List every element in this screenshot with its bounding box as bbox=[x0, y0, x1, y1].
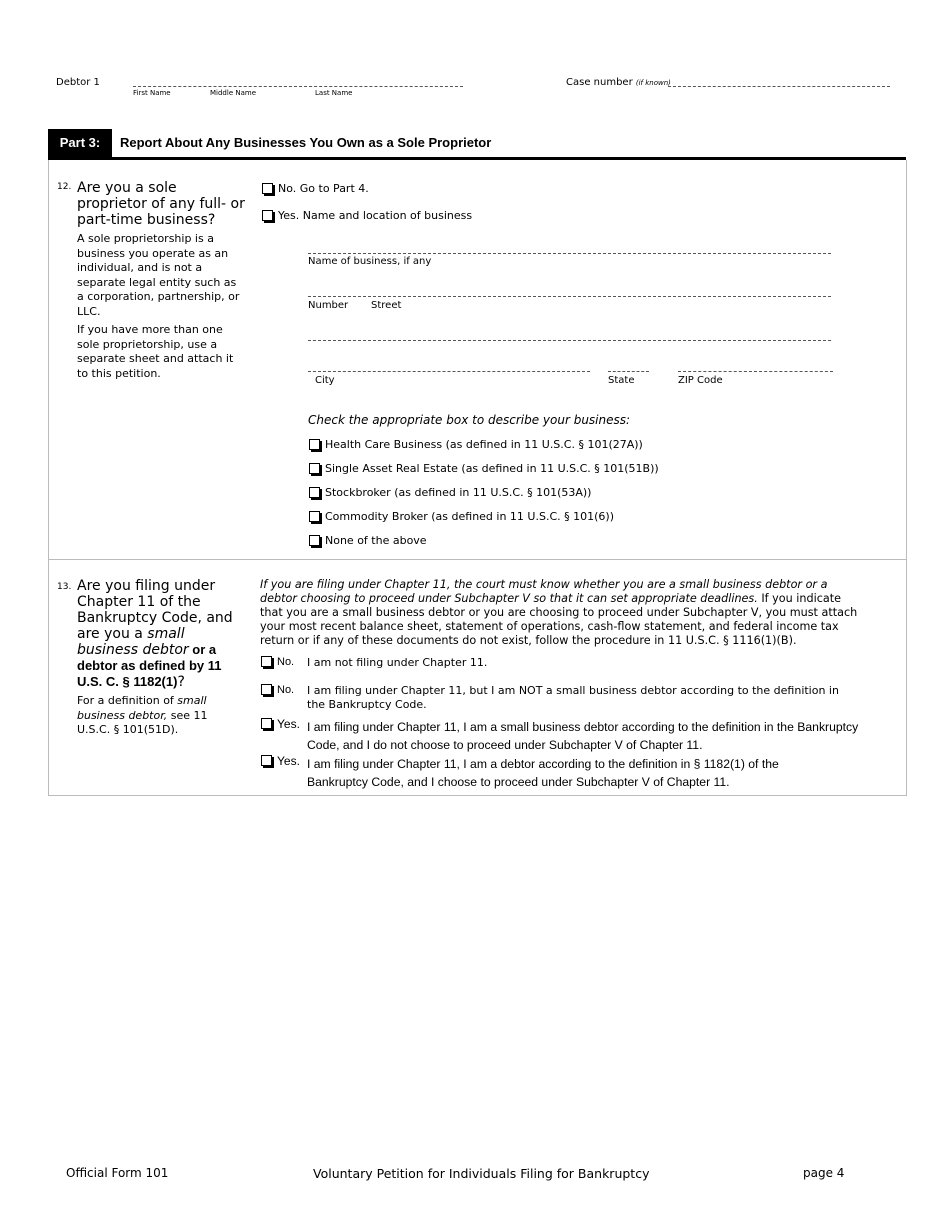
q13-option-3-text: I am filing under Chapter 11, I am a small business debtor according to the definition in the Bankruptcy Code, and I do not choose to proceed under Subchapter V of Chapter 11. bbox=[307, 720, 859, 752]
number-label: Number bbox=[308, 300, 349, 311]
first-name-label: First Name bbox=[133, 89, 171, 97]
q12-help-2: If you have more than one sole proprietorship, use a separate sheet and attach it to this petition. bbox=[77, 323, 234, 380]
checkbox-icon[interactable] bbox=[262, 210, 273, 221]
checkbox-icon[interactable] bbox=[261, 718, 272, 729]
checkbox-icon[interactable] bbox=[261, 656, 272, 667]
checkbox-icon[interactable] bbox=[262, 183, 273, 194]
business-name-label: Name of business, if any bbox=[308, 256, 432, 267]
checkbox-icon[interactable] bbox=[309, 511, 320, 522]
business-type-prompt: Check the appropriate box to describe your business: bbox=[308, 413, 631, 427]
q13-option-4-text: I am filing under Chapter 11, I am a debtor according to the definition in § 1182(1) of the Bankruptcy Code, and I choose to proceed under Subchapter V of Chapter 11. bbox=[307, 757, 779, 789]
q13-option-not-small-business[interactable]: No. bbox=[261, 683, 294, 696]
q13-intro: If you are filing under Chapter 11, the court must know whether you are a small business debtor or a debtor choosing to proceed under Subchapter V so that it can set appropriate deadlines. If you indicate that you are a small business debtor or you are choosing to proceed under Subchapter V, you must attach your most recent balance sheet, statement of operations, cash-flow statement, and federal income tax return or if any of these documents do not exist, follow the procedure in 11 U.S.C. § 1116(1)(B). bbox=[260, 578, 858, 647]
middle-name-label: Middle Name bbox=[210, 89, 256, 97]
debtor-label: Debtor 1 bbox=[56, 77, 100, 88]
part-3-header bbox=[48, 129, 906, 160]
checkbox-icon[interactable] bbox=[261, 755, 272, 766]
part-title: Report About Any Businesses You Own as a Sole Proprietor bbox=[120, 135, 492, 150]
q13-number: 13. bbox=[57, 582, 72, 592]
checkbox-icon[interactable] bbox=[261, 684, 272, 695]
q12-heading: Are you a sole proprietor of any full- or part-time business? bbox=[77, 180, 245, 228]
zip-field[interactable] bbox=[678, 371, 833, 372]
case-number-label: Case number (if known) bbox=[566, 77, 671, 88]
zip-label: ZIP Code bbox=[678, 375, 723, 386]
checkbox-icon[interactable] bbox=[309, 463, 320, 474]
city-label: City bbox=[315, 375, 335, 386]
q12-help-1: A sole proprietorship is a business you operate as an individual, and is not a separate legal entity such as a corporation, partnership, or LLC. bbox=[77, 232, 240, 318]
state-field[interactable] bbox=[608, 371, 649, 372]
address-line-2-field[interactable] bbox=[308, 340, 831, 341]
debtor-name-field[interactable] bbox=[133, 86, 463, 87]
city-field[interactable] bbox=[308, 371, 590, 372]
footer-form-title: Voluntary Petition for Individuals Filing for Bankruptcy bbox=[313, 1166, 650, 1181]
checkbox-icon[interactable] bbox=[309, 487, 320, 498]
q12-option-no[interactable]: No. Go to Part 4. bbox=[262, 182, 369, 195]
business-type-stockbroker[interactable]: Stockbroker (as defined in 11 U.S.C. § 101(53A)) bbox=[309, 486, 591, 499]
footer-form-name: Official Form 101 bbox=[66, 1166, 169, 1180]
checkbox-icon[interactable] bbox=[309, 535, 320, 546]
q12-option-yes[interactable]: Yes. Name and location of business bbox=[262, 209, 472, 222]
business-type-none[interactable]: None of the above bbox=[309, 534, 427, 547]
business-type-single-asset[interactable]: Single Asset Real Estate (as defined in 11 U.S.C. § 101(51B)) bbox=[309, 462, 659, 475]
q13-option-1-text: I am not filing under Chapter 11. bbox=[307, 656, 488, 669]
business-type-commodity-broker[interactable]: Commodity Broker (as defined in 11 U.S.C. § 101(6)) bbox=[309, 510, 614, 523]
part-label: Part 3: bbox=[48, 129, 112, 157]
q13-heading: Are you filing under Chapter 11 of the Bankruptcy Code, and are you a small business debtor or a debtor as defined by 11 U.S. C. § 1182(1)? bbox=[77, 578, 233, 690]
checkbox-icon[interactable] bbox=[309, 439, 320, 450]
q13-option-not-filing[interactable]: No. bbox=[261, 655, 294, 668]
q13-option-subchapter-v[interactable]: Yes. bbox=[261, 754, 300, 768]
q13-option-2-text: I am filing under Chapter 11, but I am NOT a small business debtor according to the definition in the Bankruptcy Code. bbox=[307, 684, 839, 711]
street-label: Street bbox=[371, 300, 402, 311]
street-address-field[interactable] bbox=[308, 296, 831, 297]
q13-help: For a definition of small business debtor, see 11 U.S.C. § 101(51D). bbox=[77, 694, 208, 736]
case-number-field[interactable] bbox=[668, 86, 890, 87]
q12-number: 12. bbox=[57, 182, 72, 192]
q13-option-small-business[interactable]: Yes. bbox=[261, 717, 300, 731]
last-name-label: Last Name bbox=[315, 89, 353, 97]
footer-page-number: page 4 bbox=[803, 1166, 845, 1180]
state-label: State bbox=[608, 375, 635, 386]
business-name-field[interactable] bbox=[308, 253, 831, 254]
business-type-health-care[interactable]: Health Care Business (as defined in 11 U.S.C. § 101(27A)) bbox=[309, 438, 643, 451]
